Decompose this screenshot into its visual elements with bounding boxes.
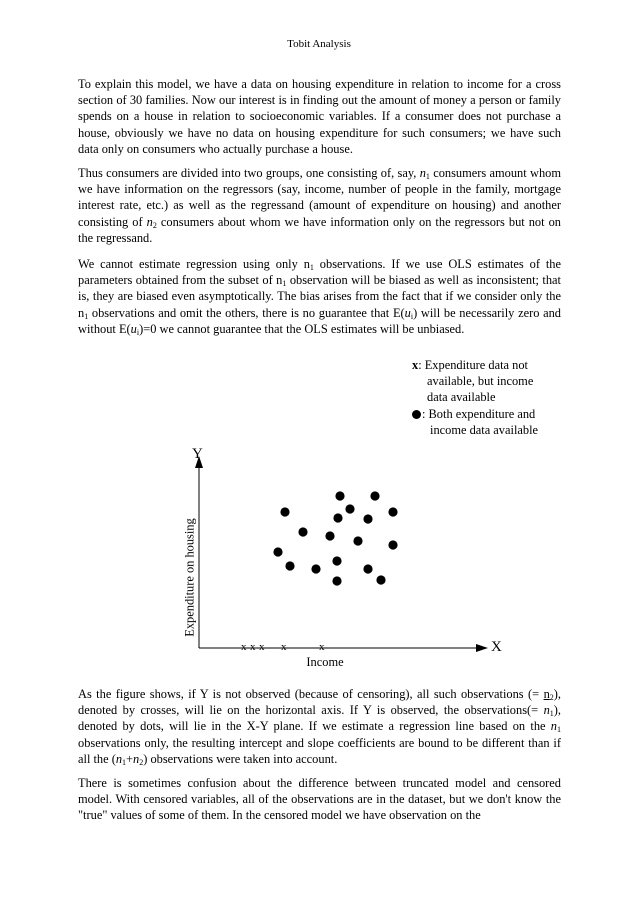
censored-cross: x bbox=[281, 641, 287, 653]
y-axis-letter: Y bbox=[192, 446, 203, 462]
observed-dot bbox=[332, 576, 341, 585]
observed-dot bbox=[280, 507, 289, 516]
figure-legend: x: Expenditure data not available, but income data available : Both expenditure and income data available bbox=[412, 357, 592, 438]
observed-dot bbox=[388, 507, 397, 516]
censored-cross: x bbox=[259, 641, 265, 653]
censored-cross: x bbox=[241, 641, 247, 653]
censored-cross: x bbox=[250, 641, 256, 653]
legend-cross-entry: x: Expenditure data not bbox=[412, 358, 528, 372]
observed-dot bbox=[363, 514, 372, 523]
paragraph-figure-explanation: As the figure shows, if Y is not observed (because of censoring), all such observations (= $n_2$), denoted by crosses, will lie on the horizontal axis. If Y is observed, the observations(= $n_1$), denoted by dots, will lie in the X-Y plane. If we estimate a regression line based on the $n_1$ observations only, the resulting intercept and slope coefficients are bound to be different than if all the $(n_1+n_2)$ observations were taken into account. bbox=[78, 687, 561, 767]
observed-dot bbox=[325, 531, 334, 540]
observed-dot bbox=[311, 564, 320, 573]
paragraph-censored: There is sometimes confusion about the difference between truncated model and censored model. With censored variables, all of the observations are in the dataset, but we don't know the "true" values of some of them. In the censored model we have observation on the bbox=[78, 776, 561, 823]
observed-dot bbox=[353, 536, 362, 545]
observed-dot bbox=[335, 491, 344, 500]
observed-dot bbox=[285, 561, 294, 570]
x-axis-arrowhead bbox=[476, 644, 488, 652]
observed-dot bbox=[388, 540, 397, 549]
dots-group bbox=[273, 491, 397, 585]
observed-dot bbox=[376, 575, 385, 584]
page-header: Tobit Analysis bbox=[287, 38, 351, 50]
legend-dot-entry: : Both expenditure and bbox=[412, 406, 592, 422]
censored-cross: x bbox=[319, 641, 325, 653]
paragraph-bias: We cannot estimate regression using only $n_1$ observations. If we use OLS estimates of the parameters obtained from the subset of $n_1$ observation will be biased as well as inconsistent; that is, they are biased even asymptotically. The bias arises from the fact that if we consider only the $n_1$ observations and omit the others, there is no guarantee that $E(u_i)$ will be necessarily zero and without $E(u_i)=0$ we cannot guarantee that the OLS estimates will be unbiased. bbox=[78, 257, 562, 337]
observed-dot bbox=[298, 527, 307, 536]
x-axis-label: Income bbox=[306, 655, 344, 669]
y-axis-label: Expenditure on housing bbox=[182, 518, 197, 637]
x-axis-letter: X bbox=[491, 639, 502, 655]
observed-dot bbox=[332, 556, 341, 565]
observed-dot bbox=[273, 547, 282, 556]
observed-dot bbox=[363, 564, 372, 573]
paragraph-intro: To explain this model, we have a data on housing expenditure in relation to income for a cross section of 30 families. Now our interest is in finding out the amount of money a person or family spends on a house in relation to socioeconomic variables. If a consumer does not purchase a house, obviously we have no data on housing expenditure for such consumers; we have such data only on consumers who actually purchase a house. bbox=[78, 77, 561, 156]
paragraph-groups: Thus consumers are divided into two groups, one consisting of, say, $n_1$ consumers amount whom we have information on the regressors (say, income, number of people in the family, mortgage interest rate, etc.) as well as the regressand (amount of expenditure on housing) and another consisting of $n_2$ consumers about whom we have information only on the regressors but not on the regressand. bbox=[78, 166, 561, 245]
legend-cross-symbol: x bbox=[412, 358, 419, 372]
observed-dot bbox=[333, 513, 342, 522]
observed-dot bbox=[345, 504, 354, 513]
observed-dot bbox=[370, 491, 379, 500]
